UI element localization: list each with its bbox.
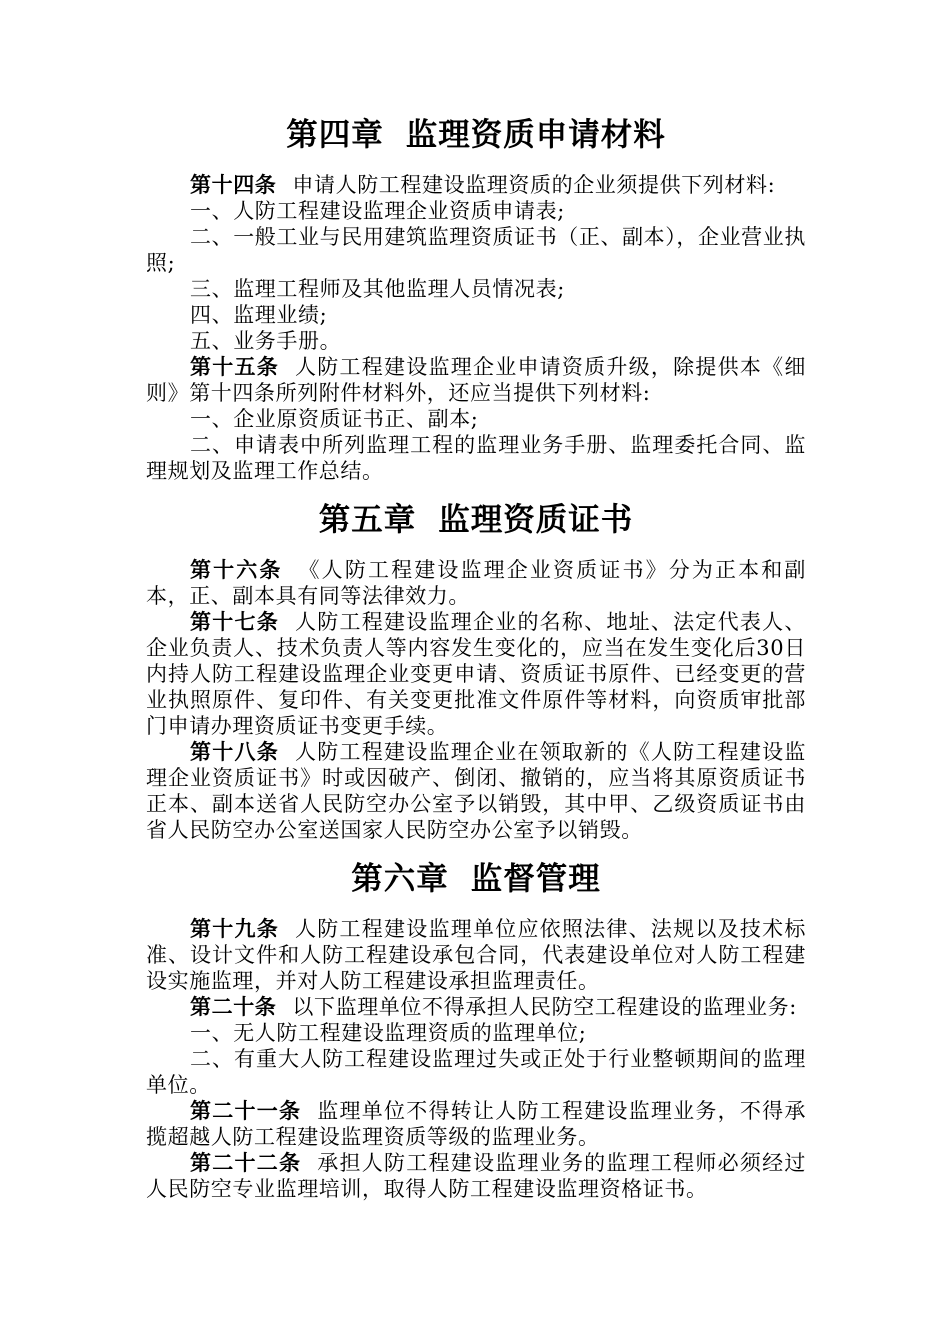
chapter-title: 监督管理 (470, 860, 601, 897)
document-body (146, 116, 806, 1202)
item-text: 一、人防工程建设监理企业资质申请表; (190, 199, 565, 223)
list-item (146, 276, 806, 302)
article-paragraph (146, 994, 806, 1020)
list-item (146, 302, 806, 328)
item-text: 四、监理业绩; (190, 303, 328, 327)
article-paragraph (146, 1150, 806, 1202)
article-number: 第十八条 (190, 739, 279, 764)
article-number: 第十六条 (190, 557, 283, 582)
list-item (146, 1046, 806, 1098)
chapter-heading (146, 501, 806, 538)
article-paragraph (146, 1098, 806, 1150)
article-number: 第十四条 (190, 172, 277, 197)
article-text: 人防工程建设监理企业在领取新的《人防工程建设监理企业资质证书》时或因破产、倒闭、撤销的，应当将其原资质证书正本、副本送省人民防空办公室予以销毁，其中甲、乙级资质证书由省人民防空办公室送国家人民防空办公室予以销毁。 (146, 740, 806, 842)
item-text: 二、有重大人防工程建设监理过失或正处于行业整顿期间的监理单位。 (146, 1047, 806, 1097)
article-text: 承担人防工程建设监理业务的监理工程师必须经过人民防空专业监理培训，取得人防工程建设监理资格证书。 (146, 1151, 806, 1201)
article-text: 监理单位不得转让人防工程建设监理业务，不得承揽超越人防工程建设监理资质等级的监理业务。 (146, 1099, 806, 1149)
item-text: 二、一般工业与民用建筑监理资质证书（正、副本），企业营业执照; (146, 225, 806, 275)
list-item (146, 1020, 806, 1046)
article-text: 人防工程建设监理企业申请资质升级，除提供本《细则》第十四条所列附件材料外，还应当提供下列材料: (146, 355, 806, 405)
chapter-heading (146, 860, 806, 897)
list-item (146, 432, 806, 484)
chapter-heading (146, 116, 806, 153)
list-item (146, 198, 806, 224)
list-item (146, 328, 806, 354)
article-number: 第十七条 (190, 609, 279, 634)
article-text: 人防工程建设监理单位应依照法律、法规以及技术标准、设计文件和人防工程建设承包合同，代表建设单位对人防工程建设实施监理，并对人防工程建设承担监理责任。 (146, 917, 806, 993)
chapter-number: 第五章 (318, 501, 417, 538)
article-paragraph (146, 354, 806, 406)
article-paragraph (146, 557, 806, 609)
article-number: 第二十条 (190, 994, 277, 1019)
article-number: 第十九条 (190, 916, 279, 941)
item-text: 三、监理工程师及其他监理人员情况表; (190, 277, 565, 301)
article-paragraph (146, 739, 806, 843)
item-text: 二、申请表中所列监理工程的监理业务手册、监理委托合同、监理规划及监理工作总结。 (146, 433, 806, 483)
chapter-title: 监理资质证书 (438, 501, 634, 538)
chapter-number: 第六章 (351, 860, 449, 897)
article-text: 人防工程建设监理企业的名称、地址、法定代表人、企业负责人、技术负责人等内容发生变化的，应当在发生变化后30日内持人防工程建设监理企业变更申请、资质证书原件、已经变更的营业执照原件、复印件、有关变更批准文件原件等材料，向资质审批部门申请办理资质证书变更手续。 (146, 610, 806, 738)
article-paragraph (146, 916, 806, 994)
article-text: 申请人防工程建设监理资质的企业须提供下列材料: (292, 173, 776, 197)
article-number: 第二十二条 (190, 1150, 302, 1175)
article-number: 第二十一条 (190, 1098, 302, 1123)
article-paragraph (146, 172, 806, 198)
article-text: 以下监理单位不得承担人民防空工程建设的监理业务: (292, 995, 797, 1019)
chapter-number: 第四章 (286, 116, 384, 153)
list-item (146, 224, 806, 276)
article-paragraph (146, 609, 806, 739)
item-text: 一、无人防工程建设监理资质的监理单位; (190, 1021, 587, 1045)
article-number: 第十五条 (190, 354, 279, 379)
item-text: 五、业务手册。 (190, 329, 342, 353)
chapter-title: 监理资质申请材料 (405, 116, 666, 153)
article-text: 《人防工程建设监理企业资质证书》分为正本和副本，正、副本具有同等法律效力。 (146, 558, 806, 608)
item-text: 一、企业原资质证书正、副本; (190, 407, 479, 431)
list-item (146, 406, 806, 432)
